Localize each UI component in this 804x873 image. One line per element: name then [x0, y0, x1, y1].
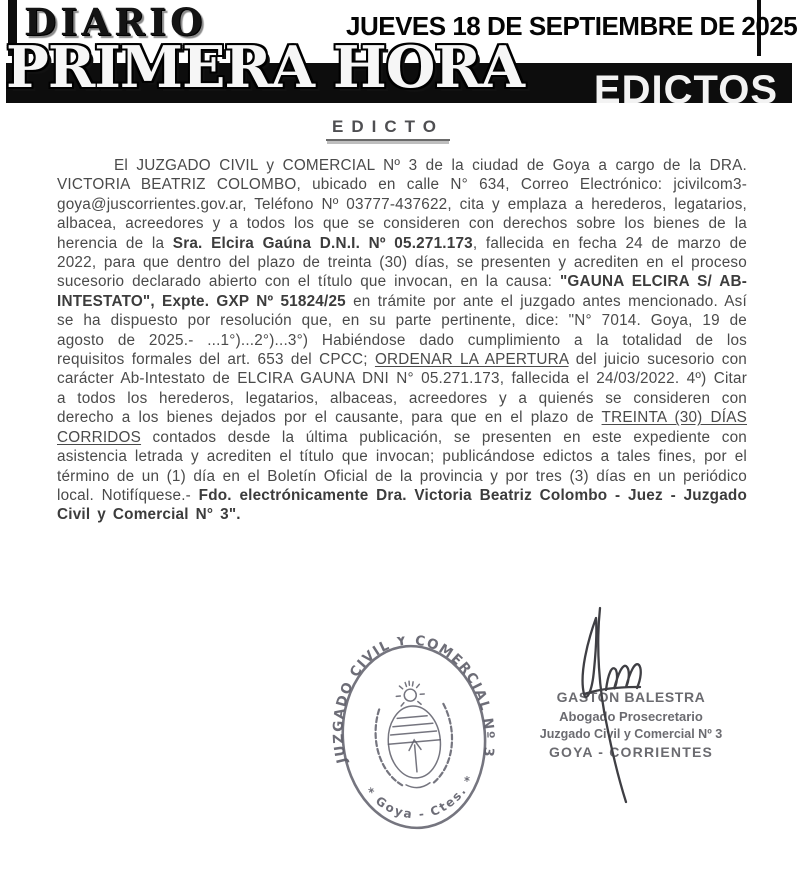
- text-segment: Sra. Elcira Gaúna D.N.I. Nº 05.271.173: [172, 234, 473, 252]
- court-seal-icon: [319, 629, 508, 847]
- secretary-city: GOYA - CORRIENTES: [548, 744, 714, 761]
- text-segment: "GAUNA ELCIRA S/ AB-INTESTATO", Expte. GXP Nº 51824/25: [57, 273, 747, 310]
- text-segment: TREINTA (30) DÍAS CORRIDOS: [57, 409, 747, 446]
- masthead-kicker: DIARIO: [24, 0, 207, 44]
- text-segment: , fallecida en fecha 24 de marzo de 2022, para que dentro del plazo de treinta (30) días, se presenten y acrediten en el proceso sucesorio declarado abierto con el título que invocan, en la causa:: [57, 234, 747, 291]
- text-segment: El JUZGADO CIVIL y COMERCIAL Nº 3 de la ciudad de Goya a cargo de la DRA. VICTORIA BEATRIZ COLOMBO, ubicado en calle N° 634, Correo Electrónico: jcivilcom3-goya@juscorrientes.gov.ar, Teléfono Nº 03777-437622, cita y emplaza a herederos, legatarios, albacea, acreedores y a todos los que se consideren con derechos sobre los bienes de la herencia de la: [57, 157, 747, 252]
- text-segment: Fdo. electrónicamente Dra. Victoria Beatriz Colombo - Juez - Juzgado Civil y Comercial N° 3".: [57, 486, 748, 524]
- seal-bottom-text: * Goya - Ctes. *: [362, 772, 478, 822]
- newspaper-masthead: [0, 0, 804, 104]
- text-segment: contados desde la última publicación, se presenten en este expediente con asistencia letrada y acrediten el título que invocan; publicándose edictos a tales fines, por el término de un (1) día en el Boletín Oficial de la provincia y por tres (3) días en un periódico local. Notifíquese.-: [57, 428, 747, 504]
- notice-heading: EDICTO: [326, 117, 450, 141]
- text-segment: del juicio sucesorio con carácter Ab-Intestato de ELCIRA GAUNA DNI N° 05.271.173, fallecida el 24/03/2022. 4º) Citar a todos los herederos, legatarios, albaceas, acreedores y a quienés se consideren con derecho a los bienes dejados por el causante, para que en el plazo de: [57, 351, 747, 427]
- text-segment: en trámite por ante el juzgado antes mencionado. Así se ha dispuesto por resolución que, en su parte pertinente, dice: "N° 7014. Goya, 19 de agosto de 2025.- ...1°)...2°)...3°) Habiéndose dado cumplimiento a la totalidad de los requisitos formales del art. 653 del CPCC;: [57, 292, 747, 369]
- secretary-name: GASTON BALESTRA: [556, 689, 706, 705]
- secretary-role: Abogado Prosecretario: [559, 708, 703, 724]
- court-seal-stamp: [319, 629, 508, 847]
- newspaper-title: PRIMERA HORA: [6, 34, 524, 101]
- notice-body: [57, 156, 747, 525]
- text-segment: ORDENAR LA APERTURA: [374, 351, 569, 369]
- secretary-court: Juzgado Civil y Comercial Nº 3: [539, 726, 723, 741]
- notice-heading-row: [0, 117, 804, 141]
- seal-top-text: JUZGADO CIVIL Y COMERCIAL Nº 3: [330, 632, 498, 765]
- svg-text:* Goya - Ctes. *: [361, 771, 480, 826]
- handwritten-signature: [548, 594, 688, 816]
- issue-date: JUEVES 18 DE SEPTIEMBRE DE 2025: [346, 11, 798, 41]
- section-title: EDICTOS: [593, 68, 778, 103]
